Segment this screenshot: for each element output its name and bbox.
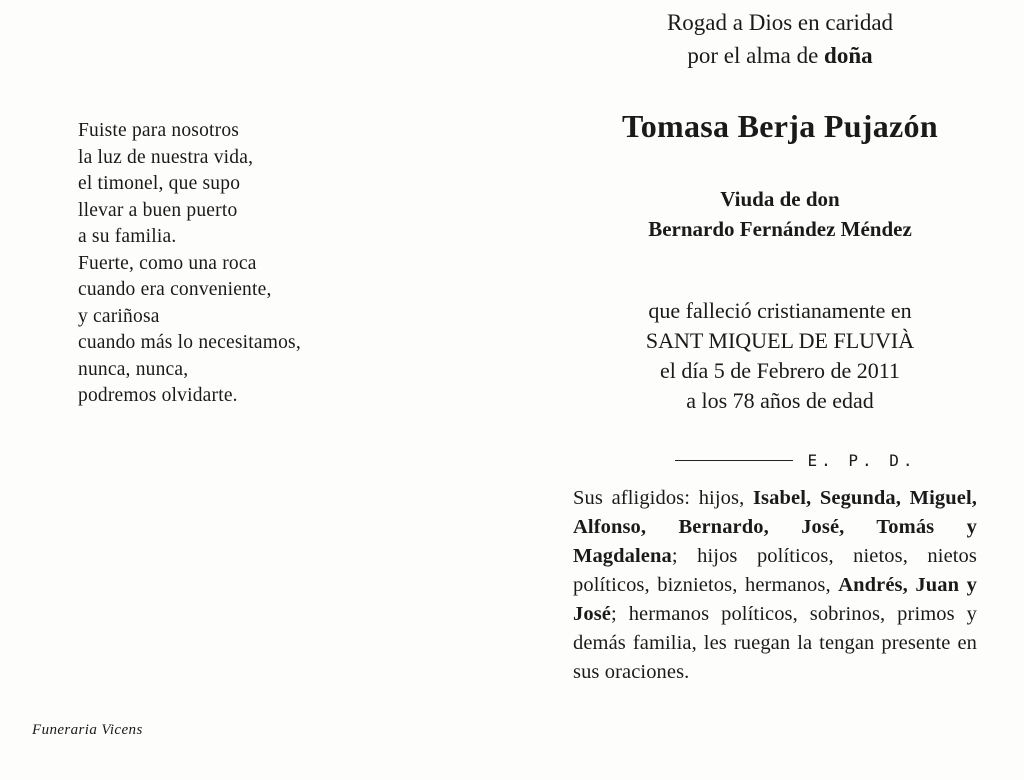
widow-of: [560, 184, 1000, 244]
poem-line: nunca, nunca,: [78, 358, 189, 380]
mourners-middle: ; hijos políticos, nietos, nietos políticos, biznietos, hermanos,: [573, 545, 977, 596]
epd-label: E. P. D.: [807, 450, 917, 470]
poem-line: cuando era conveniente,: [78, 279, 272, 300]
spouse-name: Bernardo Fernández Méndez: [648, 217, 912, 241]
epd-divider: [596, 448, 996, 472]
poem-line: llevar a buen puerto: [78, 199, 238, 221]
poem-line: Fuiste para nosotros: [78, 120, 240, 141]
prayer-heading: [560, 6, 1000, 72]
poem-line: la luz de nuestra vida,: [78, 146, 254, 168]
children-names: Isabel, Segunda, Miguel, Alfonso, Bernardo, José, Tomás y Magdalena: [573, 487, 977, 567]
death-date: el día 5 de Febrero de 2011: [660, 358, 900, 383]
poem-line: Fuerte, como una roca: [78, 252, 257, 274]
mourners-paragraph: [573, 484, 977, 687]
poem-line: y cariñosa: [78, 305, 160, 327]
poem-line: cuando más lo necesitamos,: [78, 332, 301, 353]
poem-line: a su familia.: [78, 226, 177, 247]
death-info: [560, 296, 1000, 416]
funeral-home-credit: Funeraria Vicens: [32, 722, 143, 738]
poem-line: el timonel, que supo: [78, 173, 241, 194]
prayer-line-2: [560, 39, 1000, 72]
mourners-intro: Sus afligidos: hijos,: [573, 487, 753, 509]
death-age: a los 78 años de edad: [686, 388, 874, 413]
siblings-names: Andrés, Juan y José: [573, 574, 977, 625]
prayer-line-2-prefix: por el alma de: [687, 43, 825, 68]
mourners-closing: ; hermanos políticos, sobrinos, primos y demás familia, les ruegan la tengan presente en sus oraciones.: [573, 603, 977, 683]
deceased-name: Tomasa Berja Pujazón: [622, 108, 938, 144]
prayer-title: doña: [824, 43, 873, 68]
prayer-line-1: Rogad a Dios en caridad: [666, 10, 894, 35]
death-place: SANT MIQUEL DE FLUVIÀ: [645, 328, 915, 353]
widow-label: Viuda de don: [720, 187, 840, 211]
divider-line: [675, 460, 793, 461]
death-intro: que falleció cristianamente en: [648, 298, 912, 323]
poem: [78, 118, 301, 410]
poem-line: podremos olvidarte.: [78, 385, 238, 406]
